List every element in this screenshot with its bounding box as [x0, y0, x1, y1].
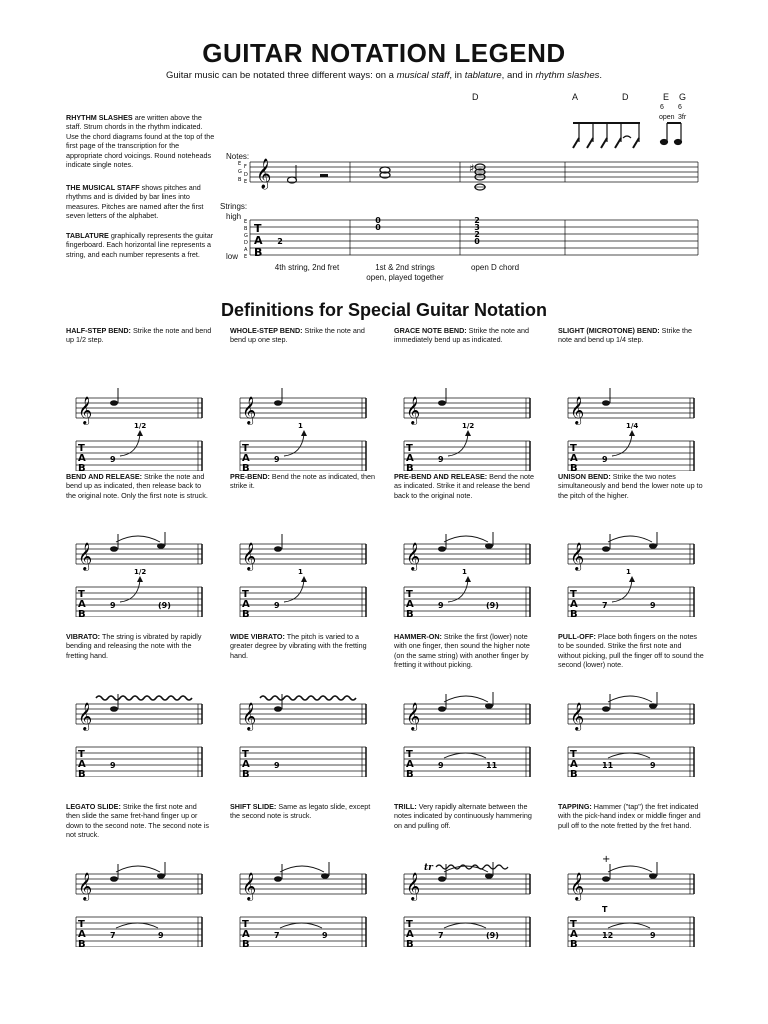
example-description: WIDE VIBRATO: The pitch is varied to a greater degree by vibrating with the fretting hand.	[230, 632, 367, 660]
example-staff	[66, 356, 206, 471]
svg-text:B: B	[570, 463, 578, 471]
tab-number: 9	[110, 601, 116, 610]
svg-text:B: B	[78, 769, 86, 777]
treble-clef-icon: 𝄞	[570, 872, 585, 900]
example-description: GRACE NOTE BEND: Strike the note and immediately bend up as indicated.	[394, 326, 530, 345]
example-description: UNISON BEND: Strike the two notes simultaneously and bend the lower note up to the pitch of the higher.	[558, 472, 703, 500]
svg-text:E: E	[244, 254, 248, 260]
bend-amount: 1/4	[626, 422, 639, 430]
treble-clef-icon: 𝄞	[406, 872, 421, 900]
example-staff	[558, 832, 698, 947]
tab-number: 7	[602, 601, 608, 610]
svg-text:B: B	[570, 609, 578, 617]
svg-text:E: E	[244, 179, 248, 185]
svg-text:♯: ♯	[469, 162, 475, 175]
svg-text:T: T	[78, 589, 85, 600]
tab-number: 9	[650, 761, 656, 770]
example-description: SHIFT SLIDE: Same as legato slide, except the second note is struck.	[230, 802, 371, 821]
tab-number: 11	[486, 761, 498, 770]
tab-number: 9	[650, 931, 656, 940]
svg-text:B: B	[244, 226, 248, 232]
svg-text:F: F	[244, 164, 247, 170]
tab-number: (9)	[486, 931, 499, 940]
string-number-circle: 6	[678, 104, 682, 111]
example-description: BEND AND RELEASE: Strike the note and bend up as indicated, then release back to the original note. Only the first note is struck.	[66, 472, 208, 500]
treble-clef-icon: 𝄞	[570, 702, 585, 730]
tab-number: 9	[110, 455, 116, 464]
notation-example	[394, 802, 540, 947]
chord-name: D	[472, 92, 479, 102]
svg-text:A: A	[570, 599, 578, 610]
tab-number: 7	[274, 931, 280, 940]
svg-text:B: B	[254, 246, 263, 259]
example-description: TRILL: Very rapidly alternate between the notes indicated by continuously hammering on and pulling off.	[394, 802, 532, 830]
svg-text:G: G	[238, 169, 242, 175]
svg-text:A: A	[242, 759, 250, 770]
caption-open-d-chord: open D chord	[470, 263, 520, 272]
notation-example	[558, 802, 704, 947]
svg-text:A: A	[78, 453, 86, 464]
intro-text: Guitar music can be notated three different ways: on a musical staff, in tablature, and in rhythm slashes.	[165, 70, 603, 81]
example-staff	[230, 356, 370, 471]
tab-number: 7	[110, 931, 116, 940]
tab-number: 7	[438, 931, 444, 940]
svg-text:G: G	[244, 233, 248, 239]
example-staff	[558, 502, 698, 617]
example-staff	[66, 662, 206, 777]
treble-clef-icon: 𝄞	[78, 542, 93, 570]
example-description: SLIGHT (MICROTONE) BEND: Strike the note and bend up 1/4 step.	[558, 326, 693, 345]
chord-name: E	[663, 92, 670, 102]
svg-text:E: E	[238, 161, 242, 167]
chord-name: D	[622, 92, 629, 102]
svg-text:A: A	[406, 453, 414, 464]
open-label: open	[659, 114, 675, 121]
notation-example	[230, 802, 376, 947]
svg-text:A: A	[242, 453, 250, 464]
svg-text:T: T	[406, 589, 413, 600]
bend-amount: 1	[298, 422, 303, 430]
tab-number: (9)	[158, 601, 171, 610]
bend-amount: 1/2	[462, 422, 475, 430]
svg-text:0: 0	[474, 237, 480, 246]
treble-clef-icon: 𝄞	[406, 396, 421, 424]
fret-label: 3fr	[678, 114, 687, 121]
svg-text:B: B	[570, 769, 578, 777]
notation-example	[66, 326, 212, 471]
chord-name: A	[572, 92, 579, 102]
rhythm-slashes	[573, 123, 682, 148]
svg-text:B: B	[406, 769, 414, 777]
tab-number: 9	[650, 601, 656, 610]
svg-text:A: A	[406, 929, 414, 940]
svg-text:T: T	[406, 443, 413, 454]
rhythm-slashes-description: RHYTHM SLASHES are written above the staff. Strum chords in the rhythm indicated. Use the chord diagrams found at the top of the first page of the transcription for the appropriate chord voicings. Round noteheads indicate single notes.	[66, 113, 215, 170]
low-label: low	[226, 252, 239, 261]
legend-staff	[230, 120, 700, 260]
bend-amount: 1/2	[134, 568, 147, 576]
notation-example	[394, 632, 540, 777]
svg-text:B: B	[406, 463, 414, 471]
string-number-circle: 6	[660, 104, 664, 111]
tab-number: 9	[274, 455, 280, 464]
svg-text:A: A	[242, 929, 250, 940]
svg-text:2: 2	[474, 230, 480, 239]
treble-clef-icon: 𝄞	[256, 159, 272, 189]
tab-number: 9	[274, 761, 280, 770]
example-staff	[394, 502, 534, 617]
bend-amount: 1	[626, 568, 631, 576]
svg-text:B: B	[406, 939, 414, 947]
notation-example	[230, 472, 376, 617]
svg-text:A: A	[406, 759, 414, 770]
example-description: PRE-BEND AND RELEASE: Bend the note as indicated. Strike it and release the bend back to the original note.	[394, 472, 534, 500]
notation-example	[230, 326, 376, 471]
svg-text:A: A	[570, 929, 578, 940]
svg-text:B: B	[242, 609, 250, 617]
page-title: GUITAR NOTATION LEGEND	[202, 38, 566, 68]
svg-text:A: A	[570, 759, 578, 770]
example-staff	[66, 502, 206, 617]
section-title: Definitions for Special Guitar Notation	[220, 300, 548, 320]
notation-example	[558, 326, 704, 471]
treble-clef-icon: 𝄞	[78, 396, 93, 424]
treble-clef-icon: 𝄞	[242, 396, 257, 424]
treble-clef-icon: 𝄞	[406, 542, 421, 570]
treble-clef-icon: 𝄞	[406, 702, 421, 730]
example-staff	[394, 356, 534, 471]
svg-text:T: T	[78, 749, 85, 760]
notes-label: Notes:	[226, 152, 250, 161]
tab-number: 9	[274, 601, 280, 610]
svg-text:T: T	[570, 919, 577, 930]
svg-text:T: T	[78, 443, 85, 454]
svg-text:B: B	[406, 609, 414, 617]
example-staff	[230, 662, 370, 777]
example-staff	[394, 662, 534, 777]
svg-text:2: 2	[474, 216, 480, 225]
bend-amount: 1	[462, 568, 467, 576]
svg-text:T: T	[406, 749, 413, 760]
svg-text:3: 3	[474, 223, 480, 232]
treble-clef-icon: 𝄞	[78, 702, 93, 730]
treble-clef-icon: 𝄞	[570, 542, 585, 570]
example-staff	[230, 502, 370, 617]
svg-text:A: A	[78, 929, 86, 940]
treble-clef-icon: 𝄞	[242, 872, 257, 900]
example-staff	[558, 356, 698, 471]
treble-clef-icon: 𝄞	[242, 702, 257, 730]
tab-number: 11	[602, 761, 614, 770]
svg-text:B: B	[78, 939, 86, 947]
example-description: VIBRATO: The string is vibrated by rapidly bending and releasing the note with the fretting hand.	[66, 632, 202, 660]
svg-text:A: A	[242, 599, 250, 610]
tab-number: 9	[438, 601, 444, 610]
bend-amount: 1	[298, 568, 303, 576]
svg-text:A: A	[244, 247, 248, 253]
example-description: PRE-BEND: Bend the note as indicated, then strike it.	[230, 472, 376, 491]
svg-text:0: 0	[375, 223, 381, 232]
svg-text:B: B	[242, 463, 250, 471]
svg-text:D: D	[244, 240, 248, 246]
example-description: LEGATO SLIDE: Strike the first note and then slide the same fret-hand finger up or down to the second note. The second note is not struck.	[66, 802, 209, 840]
svg-text:D: D	[244, 172, 248, 178]
example-description: WHOLE-STEP BEND: Strike the note and bend up one step.	[230, 326, 365, 345]
example-description: TAPPING: Hammer ("tap") the fret indicated with the pick-hand index or middle finger and pull off to the note fretted by the fret hand.	[558, 802, 701, 830]
tab-number: 9	[110, 761, 116, 770]
svg-text:T: T	[570, 589, 577, 600]
example-staff	[230, 832, 370, 947]
tab-number: 9	[602, 455, 608, 464]
bend-amount: 1/2	[134, 422, 147, 430]
svg-text:tr: tr	[424, 863, 433, 873]
example-description: HAMMER-ON: Strike the first (lower) note with one finger, then sound the higher note (on the same string) with another finger by fretting it without picking.	[394, 632, 530, 670]
tab-number: 9	[158, 931, 164, 940]
high-label: high	[226, 212, 242, 221]
svg-text:T: T	[570, 443, 577, 454]
svg-text:0: 0	[375, 216, 381, 225]
svg-text:B: B	[570, 939, 578, 947]
svg-text:T: T	[242, 749, 249, 760]
example-description: PULL-OFF: Place both fingers on the notes to be sounded. Strike the first note and without picking, pull the finger off to sound the second (lower) note.	[558, 632, 704, 670]
svg-text:+: +	[602, 854, 611, 865]
musical-staff-description: THE MUSICAL STAFF shows pitches and rhythms and is divided by bar lines into measures. Pitches are named after the first seven letters of the alphabet.	[66, 183, 204, 221]
notation-example	[394, 326, 540, 471]
caption-4th-string: 4th string, 2nd fret	[274, 263, 340, 272]
svg-text:A: A	[78, 759, 86, 770]
svg-text:T: T	[242, 919, 249, 930]
svg-text:T: T	[406, 919, 413, 930]
svg-text:T: T	[570, 749, 577, 760]
notation-example	[66, 632, 212, 777]
strings-label: Strings:	[220, 202, 248, 211]
tab-number: (9)	[486, 601, 499, 610]
svg-text:A: A	[406, 599, 414, 610]
svg-text:B: B	[78, 609, 86, 617]
svg-text:2: 2	[277, 237, 283, 246]
tab-number: 9	[438, 761, 444, 770]
example-description: HALF-STEP BEND: Strike the note and bend up 1/2 step.	[66, 326, 212, 345]
notation-example	[558, 632, 704, 777]
notation-example	[394, 472, 540, 617]
svg-text:T: T	[602, 905, 608, 914]
treble-clef-icon: 𝄞	[242, 542, 257, 570]
tab-number: 9	[322, 931, 328, 940]
svg-text:T: T	[78, 919, 85, 930]
treble-clef-icon: 𝄞	[570, 396, 585, 424]
svg-text:T: T	[254, 222, 262, 235]
tablature-description: TABLATURE graphically represents the guitar fingerboard. Each horizontal line represents a string, and each number represents a fret.	[66, 231, 214, 259]
svg-text:B: B	[242, 939, 250, 947]
svg-text:T: T	[242, 443, 249, 454]
svg-text:A: A	[78, 599, 86, 610]
caption-1st-2nd-strings: 1st & 2nd strings open, played together	[366, 263, 444, 282]
notation-example	[230, 632, 376, 777]
chord-name: G	[679, 92, 687, 102]
svg-text:A: A	[570, 453, 578, 464]
treble-clef-icon: 𝄞	[78, 872, 93, 900]
notation-example	[66, 802, 212, 947]
svg-text:B: B	[78, 463, 86, 471]
tab-number: 12	[602, 931, 614, 940]
notation-example	[66, 472, 212, 617]
example-staff	[66, 832, 206, 947]
notation-example	[558, 472, 704, 617]
svg-text:B: B	[238, 177, 242, 183]
svg-text:E: E	[244, 219, 248, 225]
tab-number: 9	[438, 455, 444, 464]
example-staff	[394, 832, 534, 947]
example-staff	[558, 662, 698, 777]
svg-text:A: A	[254, 234, 263, 247]
svg-text:B: B	[242, 769, 250, 777]
svg-text:T: T	[242, 589, 249, 600]
